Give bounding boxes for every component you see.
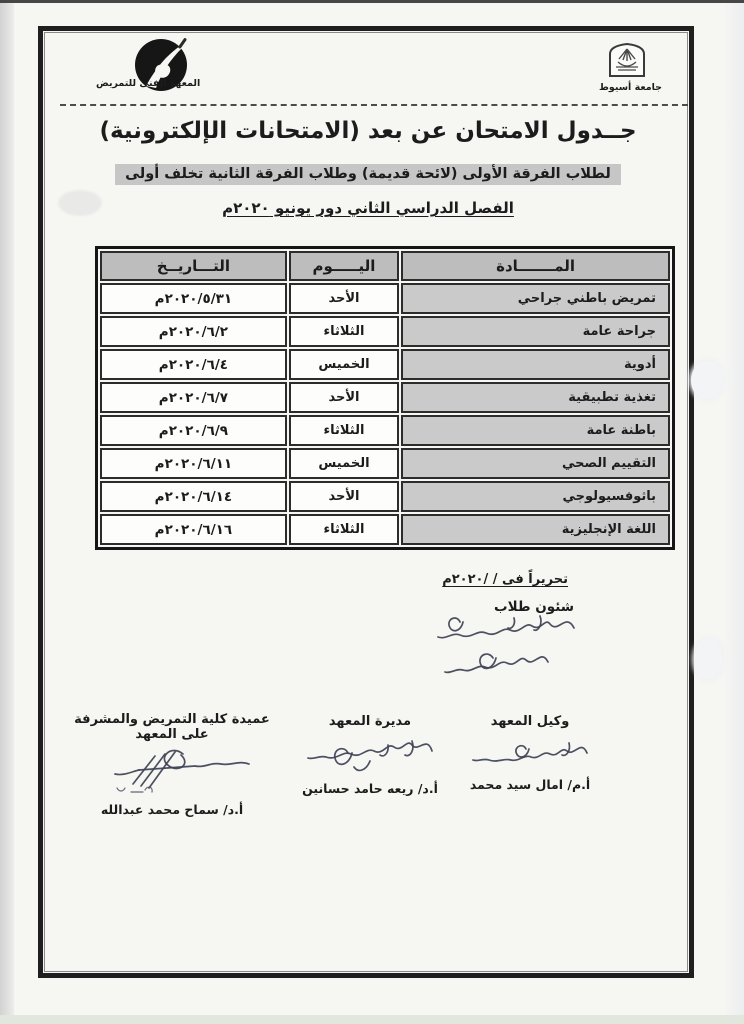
- subject-cell: تغذية تطبيقية: [401, 382, 670, 413]
- director-signature: [300, 731, 440, 779]
- column-header-day: اليـــــوم: [289, 251, 399, 281]
- table-row: [100, 448, 670, 479]
- issued-date-line: تحريراً فى / /٢٠٢٠م: [442, 572, 568, 587]
- signatory-name: أ.د/ سماح محمد عبدالله: [100, 802, 244, 817]
- signatory-title: مديرة المعهد: [328, 714, 412, 729]
- term-line: الفصل الدراسي الثاني دور يونيو ٢٠٢٠م: [222, 199, 514, 217]
- subject-cell: أدوية: [401, 349, 670, 380]
- column-header-date: التـــاريــخ: [100, 251, 287, 281]
- day-cell: الأحد: [289, 283, 399, 314]
- day-cell: الخميس: [289, 448, 399, 479]
- table-row: [100, 349, 670, 380]
- exam-schedule-table: [95, 246, 675, 550]
- audience-subtitle-row: [48, 163, 688, 185]
- table-row: [100, 382, 670, 413]
- scanner-left-edge: [0, 0, 14, 1024]
- table-row: [100, 415, 670, 446]
- subject-cell: اللغة الإنجليزية: [401, 514, 670, 545]
- day-cell: الأحد: [289, 382, 399, 413]
- table-row: [100, 481, 670, 512]
- signatory-director: [292, 714, 448, 796]
- signatory-dean: [62, 712, 282, 817]
- date-cell: ٢٠٢٠/٦/٧م: [100, 382, 287, 413]
- subject-cell: باثوفسيولوجي: [401, 481, 670, 512]
- subject-cell: تمريض باطني جراحي: [401, 283, 670, 314]
- assiut-university-logo-icon: [607, 42, 647, 78]
- header-separator-rule: [60, 104, 688, 106]
- deputy-signature: [465, 731, 595, 775]
- table-row: [100, 316, 670, 347]
- scanner-top-edge: [0, 0, 744, 3]
- date-cell: ٢٠٢٠/٦/١١م: [100, 448, 287, 479]
- table-row: [100, 514, 670, 545]
- paper-tab-lower: [694, 639, 722, 679]
- day-cell: الثلاثاء: [289, 415, 399, 446]
- signatory-name: أ.م/ امال سيد محمد: [469, 777, 591, 792]
- date-cell: ٢٠٢٠/٥/٣١م: [100, 283, 287, 314]
- table-header-row: [100, 251, 670, 281]
- signatory-deputy: [452, 714, 608, 792]
- institute-logo-caption: المعهد الفنى للتمريض: [96, 78, 201, 89]
- scanner-right-shade: [724, 0, 744, 1024]
- day-cell: الثلاثاء: [289, 514, 399, 545]
- signatory-name: أ.د/ ريعه حامد حسانين: [302, 781, 438, 796]
- subject-cell: جراحة عامة: [401, 316, 670, 347]
- table-row: [100, 283, 670, 314]
- day-cell: الثلاثاء: [289, 316, 399, 347]
- subject-cell: باطنة عامة: [401, 415, 670, 446]
- date-cell: ٢٠٢٠/٦/٩م: [100, 415, 287, 446]
- dean-signature: [87, 744, 257, 800]
- signatory-title: عميدة كلية التمريض والمشرفة على المعهد: [74, 712, 270, 742]
- audience-subtitle: لطلاب الفرقة الأولى (لائحة قديمة) وطلاب الفرقة الثانية تخلف أولى: [115, 164, 621, 185]
- day-cell: الخميس: [289, 349, 399, 380]
- paper-tab-upper: [691, 361, 723, 399]
- subject-cell: التقييم الصحي: [401, 448, 670, 479]
- date-cell: ٢٠٢٠/٦/١٤م: [100, 481, 287, 512]
- column-header-subject: المـــــــادة: [401, 251, 670, 281]
- day-cell: الأحد: [289, 481, 399, 512]
- date-cell: ٢٠٢٠/٦/٢م: [100, 316, 287, 347]
- student-affairs-signature: [408, 602, 583, 687]
- date-cell: ٢٠٢٠/٦/١٦م: [100, 514, 287, 545]
- date-cell: ٢٠٢٠/٦/٤م: [100, 349, 287, 380]
- student-affairs-label: شئون طلاب: [494, 599, 575, 615]
- scanner-bottom-edge: [0, 1015, 744, 1024]
- page-title: جــدول الامتحان عن بعد (الامتحانات الإلكترونية): [99, 118, 637, 144]
- university-logo-caption: جامعة أسيوط: [599, 82, 663, 93]
- signatory-title: وكيل المعهد: [490, 714, 570, 729]
